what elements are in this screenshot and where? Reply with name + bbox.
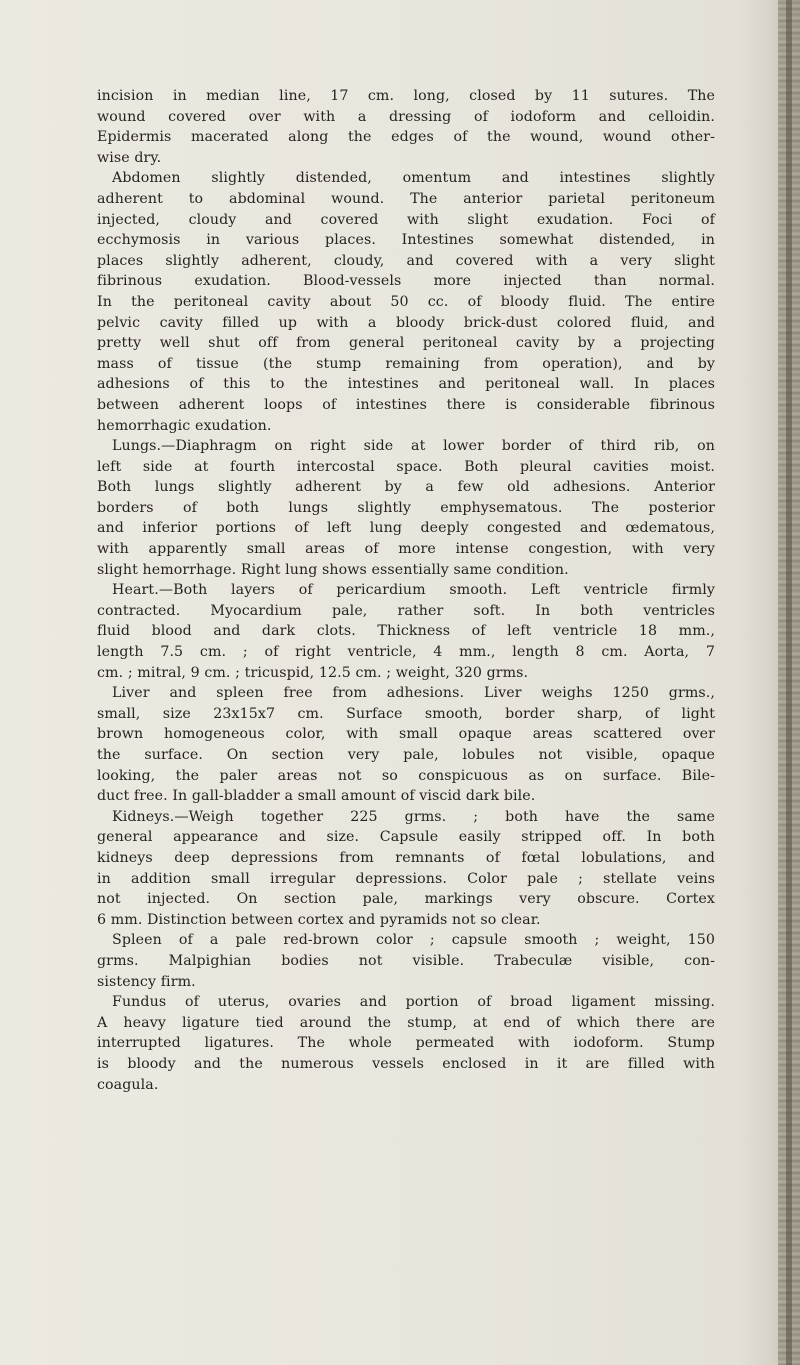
text-line: slight hemorrhage. Right lung shows essentially same condition. [97, 561, 569, 578]
text-line: in addition small irregular depressions. Color pale ; stellate veins [97, 870, 715, 887]
text-line: injected, cloudy and covered with slight exudation. Foci of [97, 211, 715, 228]
text-line: general appearance and size. Capsule easily stripped off. In both [97, 829, 715, 846]
text-line: contracted. Myocardium pale, rather soft. In both ventricles [97, 602, 715, 619]
text-line: length 7.5 cm. ; of right ventricle, 4 mm., length 8 cm. Aorta, 7 [97, 644, 715, 661]
text-line: with apparently small areas of more intense congestion, with very [97, 541, 715, 558]
text-line: Fundus of uterus, ovaries and portion of broad ligament missing. [112, 994, 715, 1011]
text-line: duct free. In gall-bladder a small amount of viscid dark bile. [97, 788, 536, 805]
text-line: Heart.—Both layers of pericardium smooth. Left ventricle firmly [112, 582, 715, 599]
text-line: between adherent loops of intestines there is considerable fibrinous [97, 396, 715, 413]
text-line: not injected. On section pale, markings very obscure. Cortex [97, 891, 715, 908]
text-line: A heavy ligature tied around the stump, at end of which there are [97, 1014, 715, 1031]
text-line: incision in median line, 17 cm. long, closed by 11 sutures. The [97, 88, 715, 104]
text-line: the surface. On section very pale, lobules not visible, opaque [97, 747, 715, 763]
text-line: cm. ; mitral, 9 cm. ; tricuspid, 12.5 cm. ; weight, 320 grms. [97, 664, 529, 681]
text-line: looking, the paler areas not so conspicuous as on surface. Bile- [97, 767, 715, 784]
text-line: hemorrhagic exudation. [97, 417, 272, 434]
text-line: Epidermis macerated along the edges of the wound, wound other- [97, 129, 715, 146]
text-line: coagula. [97, 1076, 159, 1093]
text-line: grms. Malpighian bodies not visible. Trabeculæ visible, con- [97, 952, 715, 969]
page-edge-binding [786, 0, 792, 1365]
text-line: pretty well shut off from general peritoneal cavity by a projecting [97, 335, 715, 352]
text-line: left side at fourth intercostal space. Both pleural cavities moist. [97, 458, 715, 475]
text-line: fibrinous exudation. Blood-vessels more injected than normal. [97, 273, 715, 290]
text-line: Liver and spleen free from adhesions. Liver weighs 1250 grms., [112, 685, 715, 702]
text-line: ecchymosis in various places. Intestines somewhat distended, in [97, 232, 715, 249]
text-line: brown homogeneous color, with small opaque areas scattered over [97, 726, 715, 743]
text-line: sistency firm. [97, 973, 196, 990]
text-line: mass of tissue (the stump remaining from operation), and by [97, 355, 715, 372]
text-line: Abdomen slightly distended, omentum and intestines slightly [112, 170, 715, 187]
text-line: In the peritoneal cavity about 50 cc. of bloody fluid. The entire [97, 293, 715, 310]
text-line: is bloody and the numerous vessels enclosed in it are filled with [97, 1055, 715, 1072]
text-line: fluid blood and dark clots. Thickness of left ventricle 18 mm., [97, 623, 715, 640]
text-line: wise dry. [97, 149, 162, 166]
body-text [97, 86, 715, 1095]
text-line: adherent to abdominal wound. The anterior parietal peritoneum [97, 190, 715, 207]
text-line: interrupted ligatures. The whole permeated with iodoform. Stump [97, 1035, 715, 1052]
text-line: borders of both lungs slightly emphysematous. The posterior [97, 499, 715, 516]
text-line: wound covered over with a dressing of iodoform and celloidin. [97, 108, 715, 125]
text-line: small, size 23x15x7 cm. Surface smooth, border sharp, of light [97, 705, 715, 722]
text-line: Spleen of a pale red-brown color ; capsule smooth ; weight, 150 [112, 932, 715, 949]
text-line: 6 mm. Distinction between cortex and pyramids not so clear. [97, 911, 541, 928]
text-line: pelvic cavity filled up with a bloody brick-dust colored fluid, and [97, 314, 715, 331]
text-line: Kidneys.—Weigh together 225 grms. ; both have the same [112, 808, 715, 825]
text-line: kidneys deep depressions from remnants of fœtal lobulations, and [97, 849, 715, 866]
text-line: places slightly adherent, cloudy, and covered with a very slight [97, 252, 715, 269]
text-line: adhesions of this to the intestines and peritoneal wall. In places [97, 376, 715, 393]
text-line: and inferior portions of left lung deeply congested and œdematous, [97, 520, 715, 537]
text-line: Lungs.—Diaphragm on right side at lower border of third rib, on [112, 438, 715, 455]
text-line: Both lungs slightly adherent by a few old adhesions. Anterior [97, 479, 715, 496]
